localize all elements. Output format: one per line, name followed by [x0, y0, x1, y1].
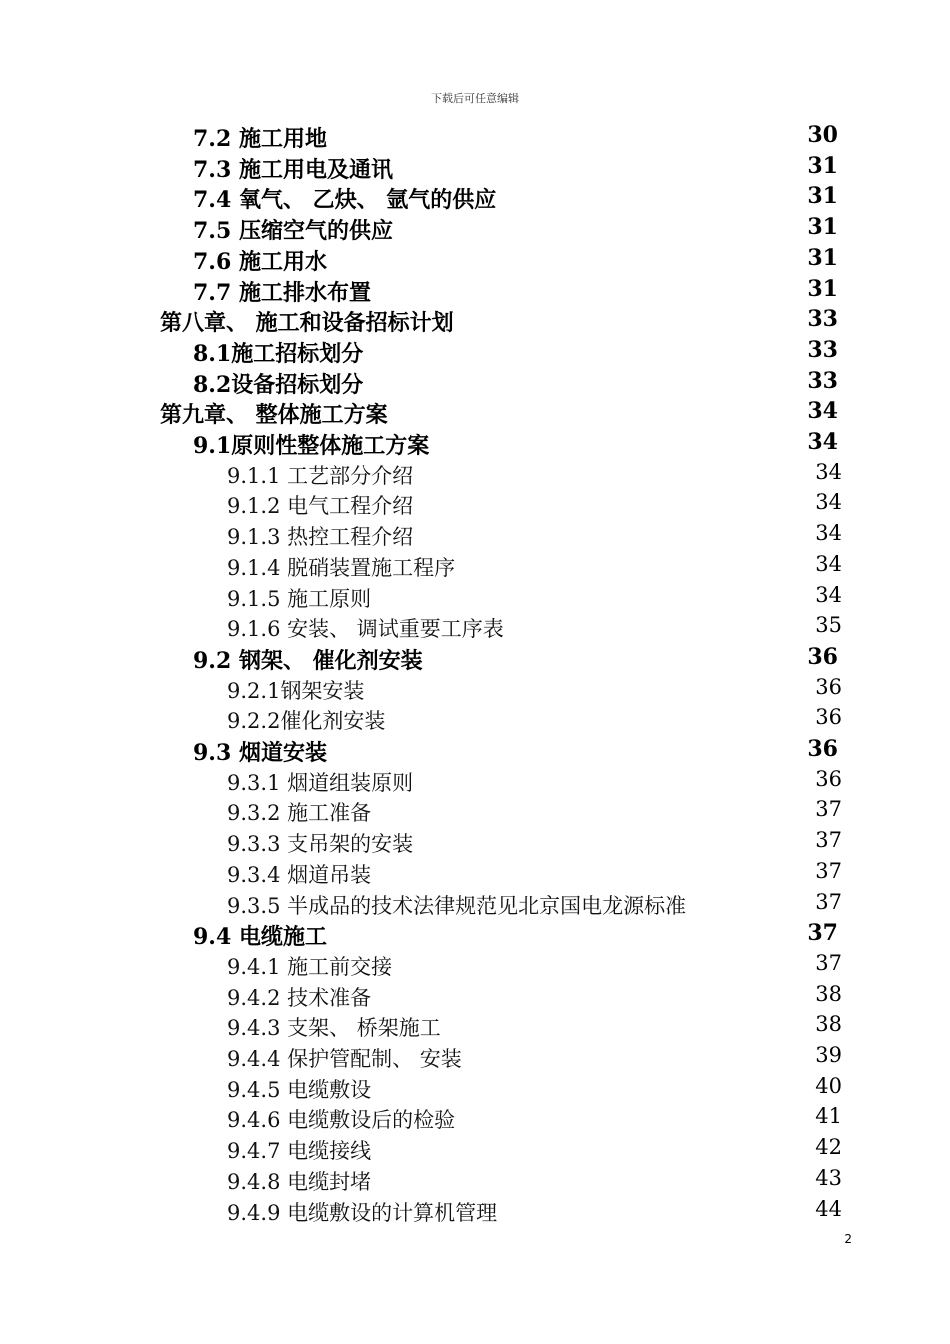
toc-entry-title: 电缆接线 — [287, 1139, 372, 1164]
toc-entry-number: 8.1 — [193, 340, 232, 367]
toc-entry[interactable] — [0, 460, 950, 490]
toc-entry-label — [227, 705, 385, 735]
toc-entry-number: 9.4.8 — [227, 1169, 281, 1194]
toc-entry-title: 施工准备 — [287, 801, 372, 826]
toc-entry-title: 施工排水布置 — [238, 280, 371, 306]
toc-entry[interactable] — [0, 583, 950, 613]
toc-entry-page: 31 — [807, 214, 838, 241]
toc-entry-title: 保护管配制、 安装 — [287, 1047, 462, 1071]
toc-entry[interactable] — [0, 368, 950, 398]
toc-entry[interactable] — [0, 890, 950, 920]
toc-entry-page: 31 — [807, 275, 838, 302]
toc-entry-label — [227, 859, 371, 889]
toc-entry-label — [193, 429, 429, 460]
toc-entry-label — [227, 490, 413, 520]
toc-entry-title: 烟道安装 — [238, 741, 327, 766]
toc-entry-page: 37 — [807, 920, 838, 947]
toc-entry-label — [227, 1166, 371, 1196]
toc-entry-page: 33 — [807, 336, 838, 363]
toc-entry-number: 9.2.2 — [227, 709, 281, 734]
toc-entry-page: 34 — [815, 582, 842, 607]
toc-entry-number: 7.3 — [193, 156, 232, 183]
toc-entry-label — [160, 306, 454, 337]
toc-entry[interactable] — [0, 859, 950, 889]
toc-entry-page: 30 — [807, 122, 838, 148]
toc-entry-number: 9.2.1 — [227, 678, 281, 703]
toc-entry-number: 7.5 — [193, 218, 232, 245]
toc-entry-page: 34 — [815, 490, 842, 515]
toc-entry-page: 34 — [815, 521, 842, 546]
toc-entry-page: 36 — [815, 705, 842, 730]
toc-entry-label — [227, 767, 413, 797]
toc-entry[interactable] — [0, 951, 950, 981]
toc-entry-spacer — [231, 925, 239, 950]
toc-entry-label — [227, 552, 455, 582]
toc-entry-page: 34 — [815, 459, 842, 484]
toc-entry[interactable] — [0, 153, 950, 183]
toc-entry-title: 原则性整体施工方案 — [231, 434, 430, 459]
toc-entry[interactable] — [0, 920, 950, 950]
toc-entry-title: 技术准备 — [287, 985, 372, 1010]
toc-entry-label — [227, 1074, 371, 1104]
toc-entry[interactable] — [0, 675, 950, 705]
toc-entry-page: 39 — [815, 1043, 842, 1067]
toc-entry-spacer — [231, 649, 239, 674]
toc-entry[interactable] — [0, 398, 950, 428]
toc-entry[interactable] — [0, 552, 950, 582]
toc-entry[interactable] — [0, 1197, 950, 1227]
toc-entry-label — [227, 890, 686, 920]
toc-entry-number: 7.7 — [193, 279, 232, 306]
toc-entry-title: 电缆施工 — [238, 925, 327, 951]
toc-entry-number: 7.4 — [193, 187, 232, 214]
toc-entry-number: 9.3.4 — [227, 862, 281, 887]
toc-entry[interactable] — [0, 705, 950, 735]
toc-entry-page: 37 — [815, 889, 842, 914]
toc-entry-page: 37 — [815, 950, 842, 975]
toc-entry[interactable] — [0, 828, 950, 858]
toc-entry-page: 38 — [815, 981, 842, 1006]
toc-entry-label — [227, 1043, 462, 1073]
toc-entry-number: 8.2 — [193, 371, 232, 398]
toc-entry-page: 36 — [815, 766, 842, 791]
toc-entry-title: 电缆敷设 — [287, 1077, 372, 1102]
toc-entry-label — [193, 276, 371, 307]
toc-entry-page: 34 — [807, 398, 838, 425]
toc-entry[interactable] — [0, 1074, 950, 1104]
toc-entry[interactable] — [0, 183, 950, 213]
toc-entry-number: 9.3.1 — [227, 770, 281, 795]
toc-entry[interactable] — [0, 1012, 950, 1042]
toc-entry-page: 37 — [815, 858, 842, 883]
toc-entry-page: 44 — [815, 1196, 842, 1221]
toc-entry-number: 9.4.4 — [227, 1047, 281, 1071]
toc-entry[interactable] — [0, 736, 950, 766]
toc-entry-spacer — [231, 741, 239, 766]
toc-entry-title: 工艺部分介绍 — [287, 463, 414, 488]
toc-entry-spacer — [231, 127, 239, 152]
toc-entry-title: 支架、 桥架施工 — [287, 1016, 441, 1041]
toc-entry-label — [193, 214, 393, 245]
toc-entry-page: 42 — [815, 1135, 842, 1160]
page-number: 2 — [844, 1232, 852, 1246]
toc-entry-page: 34 — [807, 429, 838, 455]
toc-entry-title: 钢架、 催化剂安装 — [238, 648, 423, 674]
toc-entry-label — [227, 982, 371, 1012]
toc-entry-label — [227, 951, 392, 981]
page-header: 下载后可任意编辑 — [431, 92, 519, 105]
toc-entry-title: 电气工程介绍 — [287, 494, 414, 519]
toc-entry-title: 电缆敷设后的检验 — [287, 1108, 456, 1133]
toc-entry[interactable] — [0, 429, 950, 459]
toc-entry-spacer — [231, 219, 239, 244]
toc-entry[interactable] — [0, 1166, 950, 1196]
toc-entry-page: 36 — [807, 736, 838, 762]
toc-entry-spacer — [231, 158, 239, 183]
toc-entry-page: 33 — [807, 367, 838, 394]
toc-entry-number: 9.1.6 — [227, 617, 281, 642]
toc-entry-title: 钢架安装 — [280, 678, 365, 703]
toc-entry-label — [227, 828, 413, 858]
toc-entry[interactable] — [0, 521, 950, 551]
toc-entry-title: 施工用地 — [238, 127, 327, 152]
toc-entry-label — [227, 460, 413, 490]
toc-entry[interactable] — [0, 1135, 950, 1165]
toc-entry[interactable] — [0, 613, 950, 643]
toc-entry-title: 烟道吊装 — [287, 862, 372, 887]
toc-entry-title: 安装、 调试重要工序表 — [287, 617, 504, 642]
toc-entry-title: 热控工程介绍 — [287, 525, 414, 550]
toc-entry[interactable] — [0, 490, 950, 520]
toc-entry-spacer — [231, 250, 239, 275]
toc-entry-number: 9.4.7 — [227, 1139, 281, 1164]
toc-entry[interactable] — [0, 767, 950, 797]
toc-entry-number: 9.4.3 — [227, 1016, 281, 1041]
toc-entry-label — [193, 644, 423, 675]
toc-entry-number: 9.3 — [193, 740, 232, 766]
toc-entry-page: 34 — [815, 551, 842, 576]
toc-entry-page: 31 — [807, 152, 838, 179]
toc-entry-number: 9.4.9 — [227, 1200, 281, 1225]
toc-entry[interactable] — [0, 337, 950, 367]
toc-entry-title: 施工用电及通讯 — [238, 157, 393, 183]
toc-entry[interactable] — [0, 122, 950, 152]
toc-entry-page: 37 — [815, 797, 842, 822]
toc-entry-label — [193, 245, 327, 276]
toc-entry-title: 设备招标划分 — [231, 372, 364, 398]
toc-entry-number: 9.1 — [193, 433, 232, 459]
toc-entry-title: 脱硝装置施工程序 — [287, 555, 456, 580]
toc-entry-title: 电缆敷设的计算机管理 — [287, 1200, 498, 1225]
toc-entry-number: 9.4.2 — [227, 985, 281, 1010]
toc-entry-label — [193, 122, 327, 153]
toc-entry-number: 9.1.3 — [227, 525, 281, 550]
toc-entry-label — [227, 613, 504, 643]
toc-entry-number: 7.2 — [193, 126, 232, 152]
toc-entry-label — [227, 1012, 441, 1042]
toc-entry-label — [193, 920, 327, 951]
toc-entry-spacer — [231, 188, 239, 213]
toc-entry-page: 35 — [815, 613, 842, 638]
toc-entry-label — [227, 521, 413, 551]
toc-entry[interactable] — [0, 1043, 950, 1073]
toc-entry-title: 支吊架的安装 — [287, 832, 414, 857]
toc-entry-number: 9.3.5 — [227, 893, 281, 918]
toc-entry[interactable] — [0, 644, 950, 674]
toc-entry-label — [193, 153, 393, 184]
toc-entry[interactable] — [0, 214, 950, 244]
toc-entry[interactable] — [0, 1104, 950, 1134]
toc-entry-number: 9.4.1 — [227, 954, 281, 979]
toc-entry-title: 压缩空气的供应 — [238, 219, 393, 245]
toc-entry-title: 半成品的技术法律规范见北京国电龙源标准 — [287, 893, 687, 918]
toc-entry-label — [193, 337, 363, 368]
toc-entry-page: 33 — [807, 306, 838, 333]
toc-entry-title: 施工原则 — [287, 586, 372, 611]
toc-entry-page: 43 — [815, 1165, 842, 1190]
toc-entry-number: 9.2 — [193, 647, 232, 674]
toc-entry-label — [193, 368, 363, 399]
toc-entry-title: 氧气、 乙炔、 氩气的供应 — [238, 188, 497, 214]
toc-entry-number: 9.4.6 — [227, 1108, 281, 1133]
toc-entry-label — [227, 583, 371, 613]
toc-entry-label — [160, 398, 388, 429]
toc-entry-page: 36 — [815, 674, 842, 699]
toc-entry-number: 9.3.3 — [227, 832, 281, 857]
toc-entry-page: 31 — [807, 183, 838, 210]
toc-entry-title: 第九章、 整体施工方案 — [160, 403, 388, 429]
toc-entry-label — [227, 1197, 497, 1227]
toc-entry[interactable] — [0, 245, 950, 275]
toc-entry-number: 9.1.1 — [227, 463, 281, 488]
toc-entry-page: 37 — [815, 828, 842, 853]
toc-entry-number: 9.1.4 — [227, 555, 281, 580]
toc-entry-label — [193, 183, 496, 214]
toc-entry-title: 施工前交接 — [287, 954, 393, 979]
toc-entry-number: 9.1.5 — [227, 586, 281, 611]
toc-entry-title: 烟道组装原则 — [287, 770, 414, 795]
toc-entry-label — [227, 1135, 371, 1165]
toc-entry[interactable] — [0, 306, 950, 336]
toc-entry-page: 36 — [807, 643, 838, 670]
toc-entry-title: 电缆封堵 — [287, 1169, 372, 1194]
toc-entry-page: 31 — [807, 244, 838, 271]
toc-entry-label — [227, 675, 364, 705]
toc-entry-title: 催化剂安装 — [280, 709, 386, 734]
toc-entry-title: 第八章、 施工和设备招标计划 — [160, 311, 454, 337]
toc-entry-page: 41 — [815, 1104, 842, 1129]
toc-entry-number: 7.6 — [193, 248, 232, 275]
toc-entry-number: 9.4.5 — [227, 1077, 281, 1102]
toc-entry-label — [227, 797, 371, 827]
toc-entry-number: 9.1.2 — [227, 494, 281, 519]
toc-entry-number: 9.4 — [193, 924, 232, 951]
toc-entry-page: 38 — [815, 1012, 842, 1037]
toc-entry-spacer — [231, 281, 239, 306]
toc-entry[interactable] — [0, 797, 950, 827]
toc-entry-page: 40 — [815, 1073, 842, 1098]
toc-entry-title: 施工用水 — [238, 249, 327, 275]
toc-entry[interactable] — [0, 982, 950, 1012]
toc-entry[interactable] — [0, 276, 950, 306]
toc-entry-title: 施工招标划分 — [231, 341, 364, 367]
toc-entry-number: 9.3.2 — [227, 801, 281, 826]
toc-entry-label — [227, 1104, 455, 1134]
toc-entry-label — [193, 736, 327, 767]
